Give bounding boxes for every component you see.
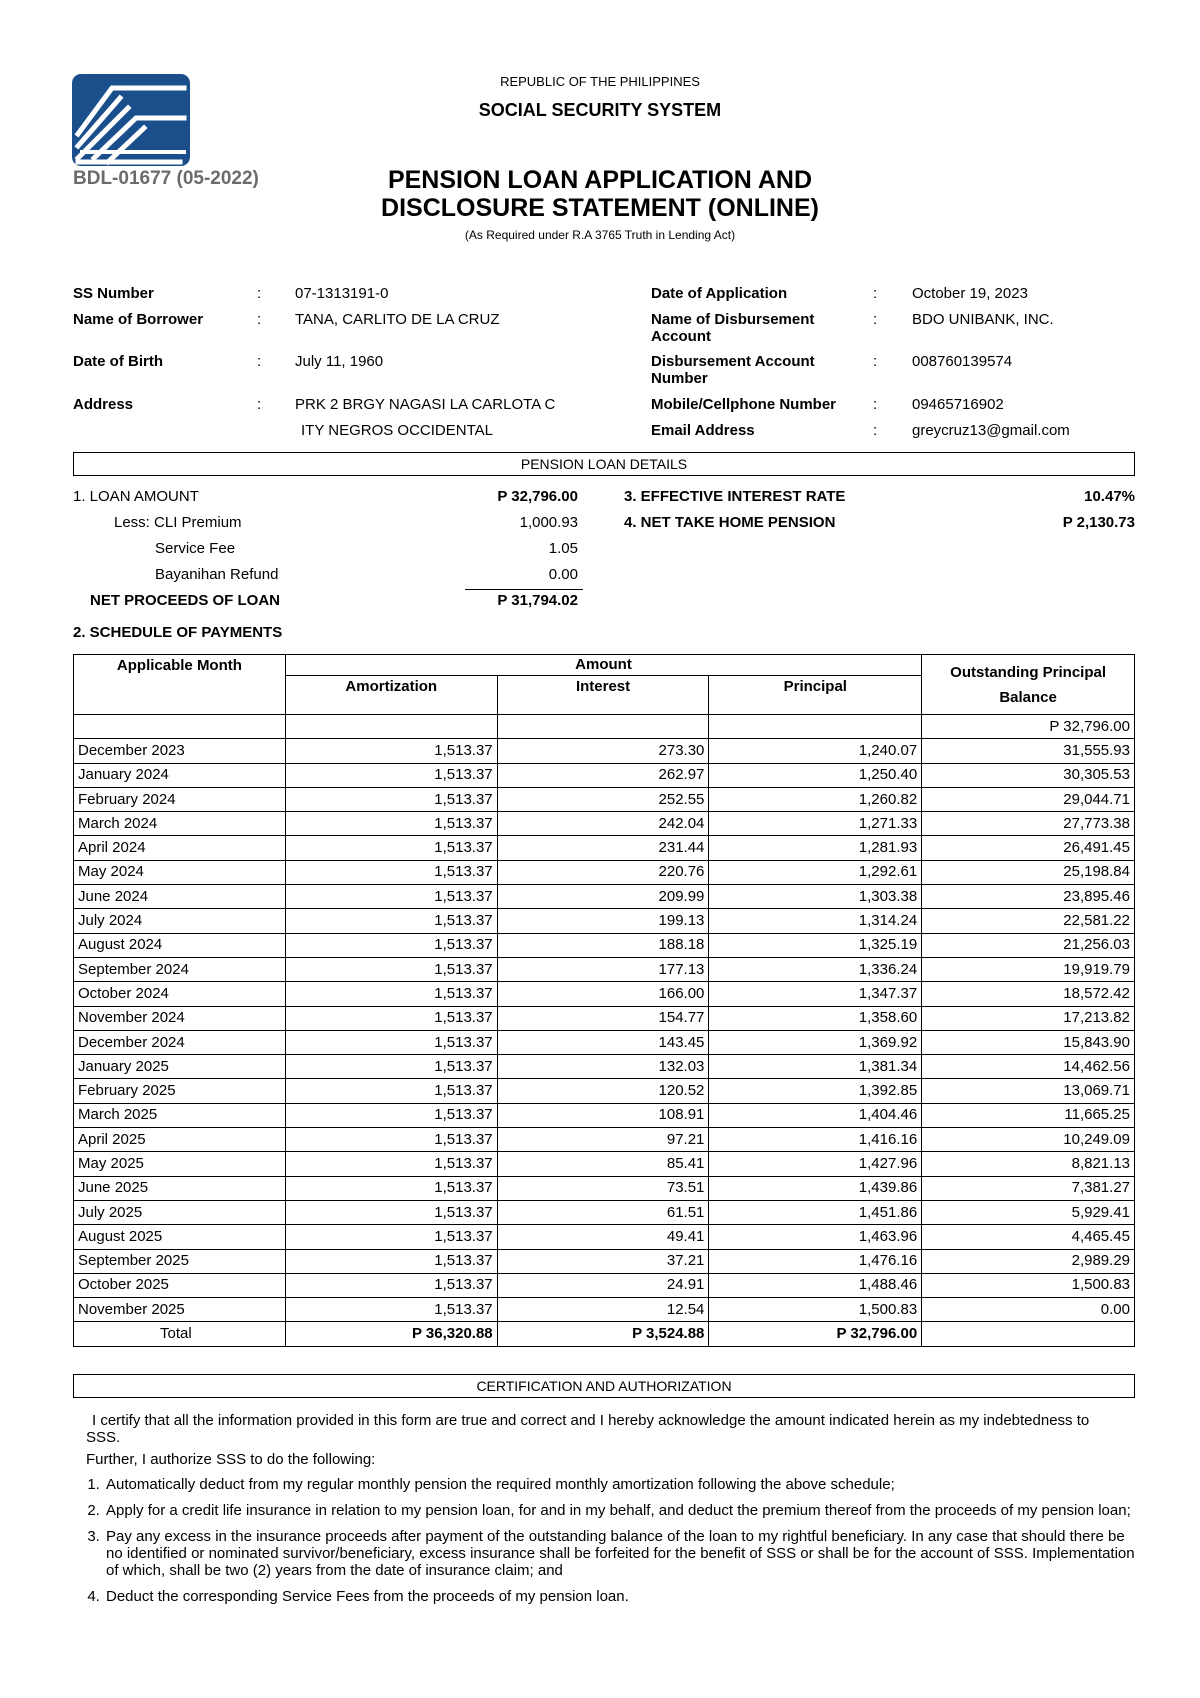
table-row	[74, 763, 1135, 787]
interest-cell: 166.00	[497, 982, 709, 1006]
disbursement-account-name-value: BDO UNIBANK, INC.	[912, 311, 1054, 328]
table-row	[74, 1152, 1135, 1176]
authorization-intro: Further, I authorize SSS to do the following:	[86, 1451, 376, 1468]
interest-cell: 209.99	[497, 885, 709, 909]
label-line: Number	[651, 370, 708, 387]
principal-cell: 1,381.34	[709, 1055, 922, 1079]
label-line: Disbursement Account	[651, 353, 815, 370]
table-row	[74, 1273, 1135, 1297]
service-fee-value: 1.05	[548, 540, 578, 557]
table-row	[74, 1176, 1135, 1200]
table-cell	[74, 715, 286, 739]
interest-cell: 220.76	[497, 860, 709, 884]
month-cell: November 2025	[74, 1298, 286, 1322]
table-row	[74, 836, 1135, 860]
interest-cell: 188.18	[497, 933, 709, 957]
month-cell: October 2024	[74, 982, 286, 1006]
balance-cell: 0.00	[922, 1298, 1135, 1322]
date-application-value: October 19, 2023	[912, 285, 1028, 302]
amortization-cell: 1,513.37	[285, 763, 497, 787]
month-cell: August 2025	[74, 1225, 286, 1249]
cli-premium-value: 1,000.93	[519, 514, 578, 531]
principal-cell: 1,439.86	[709, 1176, 922, 1200]
principal-cell: 1,392.85	[709, 1079, 922, 1103]
dob-label: Date of Birth	[73, 353, 163, 370]
principal-cell: 1,451.86	[709, 1200, 922, 1224]
authorization-item: 3. Pay any excess in the insurance proceeds after payment of the outstanding balance of the loan to my rightful beneficiary. In any case that should there be no identified or nominated survivor/beneficiary, excess insurance shall be forfeited for the benefit of SSS or shall be for the account of SSS. Implementation of which, shall be two (2) years from the date of insurance claim; and	[104, 1528, 1144, 1579]
date-application-label: Date of Application	[651, 285, 788, 302]
interest-cell: 262.97	[497, 763, 709, 787]
table-row	[74, 885, 1135, 909]
balance-cell: 26,491.45	[922, 836, 1135, 860]
form-code: BDL-01677 (05-2022)	[73, 168, 259, 189]
month-cell: July 2025	[74, 1200, 286, 1224]
principal-cell: 1,347.37	[709, 982, 922, 1006]
authorization-item: 4. Deduct the corresponding Service Fees from the proceeds of my pension loan.	[104, 1588, 1144, 1605]
balance-cell: 5,929.41	[922, 1200, 1135, 1224]
ss-number-label: SS Number	[73, 285, 154, 302]
balance-cell: 31,555.93	[922, 739, 1135, 763]
table-row	[74, 812, 1135, 836]
month-cell: November 2024	[74, 1006, 286, 1030]
table-row	[74, 957, 1135, 981]
principal-cell: 1,260.82	[709, 787, 922, 811]
balance-cell: 15,843.90	[922, 1030, 1135, 1054]
interest-cell: 132.03	[497, 1055, 709, 1079]
page-title	[0, 166, 1200, 222]
amortization-cell: 1,513.37	[285, 1128, 497, 1152]
amortization-cell: 1,513.37	[285, 787, 497, 811]
balance-cell: 17,213.82	[922, 1006, 1135, 1030]
interest-cell: 12.54	[497, 1298, 709, 1322]
colon: :	[873, 422, 878, 439]
month-cell: May 2025	[74, 1152, 286, 1176]
interest-cell: 143.45	[497, 1030, 709, 1054]
balance-cell: 1,500.83	[922, 1273, 1135, 1297]
month-cell: December 2024	[74, 1030, 286, 1054]
principal-cell: 1,281.93	[709, 836, 922, 860]
interest-cell: 24.91	[497, 1273, 709, 1297]
amortization-cell: 1,513.37	[285, 739, 497, 763]
month-cell: April 2025	[74, 1128, 286, 1152]
email-label: Email Address	[651, 422, 755, 439]
interest-cell: 73.51	[497, 1176, 709, 1200]
title-line-2: DISCLOSURE STATEMENT (ONLINE)	[381, 194, 819, 222]
table-row	[74, 1298, 1135, 1322]
amortization-cell: 1,513.37	[285, 909, 497, 933]
amortization-cell: 1,513.37	[285, 1249, 497, 1273]
principal-cell: 1,463.96	[709, 1225, 922, 1249]
net-pension-label: 4. NET TAKE HOME PENSION	[624, 514, 836, 531]
table-cell	[709, 715, 922, 739]
interest-cell: 61.51	[497, 1200, 709, 1224]
certification-heading: CERTIFICATION AND AUTHORIZATION	[73, 1374, 1135, 1398]
month-cell: March 2025	[74, 1103, 286, 1127]
disbursement-account-name-label	[651, 311, 814, 345]
principal-cell: 1,240.07	[709, 739, 922, 763]
table-row	[74, 933, 1135, 957]
table-row	[74, 1079, 1135, 1103]
balance-cell: 19,919.79	[922, 957, 1135, 981]
balance-cell: 4,465.45	[922, 1225, 1135, 1249]
principal-column-header: Principal	[709, 676, 922, 715]
table-row	[74, 1128, 1135, 1152]
disbursement-account-number-value: 008760139574	[912, 353, 1013, 370]
principal-cell: 1,404.46	[709, 1103, 922, 1127]
table-row	[74, 982, 1135, 1006]
balance-cell: 21,256.03	[922, 933, 1135, 957]
interest-column-header: Interest	[497, 676, 709, 715]
total-balance-cell	[922, 1322, 1135, 1346]
table-cell	[497, 715, 709, 739]
balance-cell: 10,249.09	[922, 1128, 1135, 1152]
interest-cell: 231.44	[497, 836, 709, 860]
principal-cell: 1,427.96	[709, 1152, 922, 1176]
interest-cell: 154.77	[497, 1006, 709, 1030]
principal-cell: 1,303.38	[709, 885, 922, 909]
loan-amount-value: P 32,796.00	[497, 488, 578, 505]
balance-cell: 29,044.71	[922, 787, 1135, 811]
interest-cell: 108.91	[497, 1103, 709, 1127]
eir-value: 10.47%	[1084, 488, 1135, 505]
total-row	[74, 1322, 1135, 1346]
authorization-item: 2. Apply for a credit life insurance in relation to my pension loan, for and in my behalf, and deduct the premium thereof from the proceeds of my pension loan;	[104, 1502, 1144, 1519]
principal-cell: 1,358.60	[709, 1006, 922, 1030]
month-cell: June 2025	[74, 1176, 286, 1200]
amortization-cell: 1,513.37	[285, 1298, 497, 1322]
amortization-cell: 1,513.37	[285, 1200, 497, 1224]
eir-label: 3. EFFECTIVE INTEREST RATE	[624, 488, 846, 505]
agency-heading: SOCIAL SECURITY SYSTEM	[478, 100, 722, 120]
table-row	[74, 739, 1135, 763]
ss-number-value: 07-1313191-0	[295, 285, 389, 302]
schedule-table	[73, 654, 1135, 1347]
principal-cell: 1,500.83	[709, 1298, 922, 1322]
colon: :	[873, 311, 878, 328]
colon: :	[257, 285, 262, 302]
month-cell: August 2024	[74, 933, 286, 957]
table-row	[74, 909, 1135, 933]
interest-cell: 85.41	[497, 1152, 709, 1176]
colon: :	[873, 285, 878, 302]
interest-cell: 49.41	[497, 1225, 709, 1249]
republic-heading: REPUBLIC OF THE PHILIPPINES	[500, 74, 700, 89]
net-proceeds-label: NET PROCEEDS OF LOAN	[90, 592, 281, 609]
bayanihan-refund-value: 0.00	[548, 566, 578, 583]
balance-cell: 23,895.46	[922, 885, 1135, 909]
opening-balance-row	[74, 715, 1135, 739]
total-principal-cell: P 32,796.00	[709, 1322, 922, 1346]
interest-cell: 273.30	[497, 739, 709, 763]
opening-balance-cell: P 32,796.00	[922, 715, 1135, 739]
borrower-name-label: Name of Borrower	[73, 311, 204, 328]
balance-cell: 13,069.71	[922, 1079, 1135, 1103]
table-row	[74, 860, 1135, 884]
month-cell: September 2024	[74, 957, 286, 981]
principal-cell: 1,476.16	[709, 1249, 922, 1273]
amortization-cell: 1,513.37	[285, 1225, 497, 1249]
amortization-cell: 1,513.37	[285, 860, 497, 884]
balance-cell: 27,773.38	[922, 812, 1135, 836]
interest-cell: 242.04	[497, 812, 709, 836]
balance-column-header	[922, 655, 1135, 715]
loan-amount-label: 1. LOAN AMOUNT	[73, 488, 199, 505]
month-cell: April 2024	[74, 836, 286, 860]
interest-cell: 252.55	[497, 787, 709, 811]
amortization-cell: 1,513.37	[285, 812, 497, 836]
net-proceeds-value: P 31,794.02	[497, 592, 578, 609]
month-cell: December 2023	[74, 739, 286, 763]
principal-cell: 1,488.46	[709, 1273, 922, 1297]
balance-cell: 30,305.53	[922, 763, 1135, 787]
authorization-item: 1. Automatically deduct from my regular monthly pension the required monthly amortization following the above schedule;	[104, 1476, 1144, 1493]
table-row	[74, 787, 1135, 811]
month-cell: October 2025	[74, 1273, 286, 1297]
address-line-2: ITY NEGROS OCCIDENTAL	[301, 422, 493, 439]
amortization-cell: 1,513.37	[285, 1079, 497, 1103]
principal-cell: 1,314.24	[709, 909, 922, 933]
subtitle: (As Required under R.A 3765 Truth in Lending Act)	[464, 228, 736, 242]
colon: :	[873, 396, 878, 413]
interest-cell: 97.21	[497, 1128, 709, 1152]
month-cell: January 2024	[74, 763, 286, 787]
month-cell: June 2024	[74, 885, 286, 909]
balance-cell: 11,665.25	[922, 1103, 1135, 1127]
amortization-cell: 1,513.37	[285, 1030, 497, 1054]
total-interest-cell: P 3,524.88	[497, 1322, 709, 1346]
colon: :	[873, 353, 878, 370]
balance-cell: 2,989.29	[922, 1249, 1135, 1273]
table-row	[74, 1103, 1135, 1127]
table-row	[74, 1006, 1135, 1030]
amortization-column-header: Amortization	[285, 676, 497, 715]
colon: :	[257, 353, 262, 370]
balance-header-line: Outstanding Principal	[950, 663, 1107, 681]
interest-cell: 37.21	[497, 1249, 709, 1273]
colon: :	[257, 311, 262, 328]
net-pension-value: P 2,130.73	[1062, 514, 1135, 531]
principal-cell: 1,292.61	[709, 860, 922, 884]
table-row	[74, 1225, 1135, 1249]
balance-cell: 14,462.56	[922, 1055, 1135, 1079]
table-row	[74, 1249, 1135, 1273]
month-cell: February 2025	[74, 1079, 286, 1103]
principal-cell: 1,336.24	[709, 957, 922, 981]
balance-cell: 18,572.42	[922, 982, 1135, 1006]
month-cell: May 2024	[74, 860, 286, 884]
amortization-cell: 1,513.37	[285, 836, 497, 860]
dob-value: July 11, 1960	[295, 353, 384, 370]
authorization-list	[86, 1476, 1144, 1614]
amortization-cell: 1,513.37	[285, 982, 497, 1006]
interest-cell: 199.13	[497, 909, 709, 933]
borrower-name-value: TANA, CARLITO DE LA CRUZ	[295, 311, 500, 328]
pension-loan-details-heading: PENSION LOAN DETAILS	[73, 452, 1135, 476]
month-cell: January 2025	[74, 1055, 286, 1079]
month-column-header: Applicable Month	[74, 655, 286, 715]
address-line-1: PRK 2 BRGY NAGASI LA CARLOTA C	[295, 396, 556, 413]
table-row	[74, 1030, 1135, 1054]
bayanihan-refund-label: Bayanihan Refund	[155, 566, 279, 583]
balance-cell: 22,581.22	[922, 909, 1135, 933]
label-line: Account	[651, 328, 711, 345]
email-value: greycruz13@gmail.com	[912, 422, 1070, 439]
amortization-cell: 1,513.37	[285, 1152, 497, 1176]
table-row	[74, 1200, 1135, 1224]
label-line: Name of Disbursement	[651, 311, 815, 328]
amount-column-header: Amount	[285, 655, 921, 676]
amortization-cell: 1,513.37	[285, 1006, 497, 1030]
balance-header-line: Balance	[999, 688, 1057, 706]
month-cell: February 2024	[74, 787, 286, 811]
total-amortization-cell: P 36,320.88	[285, 1322, 497, 1346]
address-label: Address	[73, 396, 134, 413]
mobile-value: 09465716902	[912, 396, 1004, 413]
amortization-cell: 1,513.37	[285, 885, 497, 909]
amortization-cell: 1,513.37	[285, 1176, 497, 1200]
disbursement-account-number-label	[651, 353, 815, 387]
balance-cell: 7,381.27	[922, 1176, 1135, 1200]
cli-premium-label: Less: CLI Premium	[114, 514, 242, 531]
table-row	[74, 1055, 1135, 1079]
total-rule	[465, 589, 583, 590]
amortization-cell: 1,513.37	[285, 1103, 497, 1127]
balance-cell: 25,198.84	[922, 860, 1135, 884]
amortization-cell: 1,513.37	[285, 933, 497, 957]
title-line-1: PENSION LOAN APPLICATION AND	[387, 166, 813, 194]
principal-cell: 1,416.16	[709, 1128, 922, 1152]
service-fee-label: Service Fee	[155, 540, 236, 557]
schedule-of-payments-label: 2. SCHEDULE OF PAYMENTS	[73, 624, 283, 641]
mobile-label: Mobile/Cellphone Number	[651, 396, 837, 413]
amortization-cell: 1,513.37	[285, 957, 497, 981]
principal-cell: 1,325.19	[709, 933, 922, 957]
table-cell	[285, 715, 497, 739]
interest-cell: 120.52	[497, 1079, 709, 1103]
amortization-cell: 1,513.37	[285, 1055, 497, 1079]
certification-paragraph: I certify that all the information provided in this form are true and correct and I hereby acknowledge the amount indicated herein as my indebtedness to SSS.	[86, 1412, 1090, 1446]
amortization-cell: 1,513.37	[285, 1273, 497, 1297]
month-cell: July 2024	[74, 909, 286, 933]
interest-cell: 177.13	[497, 957, 709, 981]
colon: :	[257, 396, 262, 413]
balance-cell: 8,821.13	[922, 1152, 1135, 1176]
month-cell: September 2025	[74, 1249, 286, 1273]
month-cell: March 2024	[74, 812, 286, 836]
principal-cell: 1,250.40	[709, 763, 922, 787]
principal-cell: 1,369.92	[709, 1030, 922, 1054]
total-label-cell: Total	[74, 1322, 286, 1346]
principal-cell: 1,271.33	[709, 812, 922, 836]
